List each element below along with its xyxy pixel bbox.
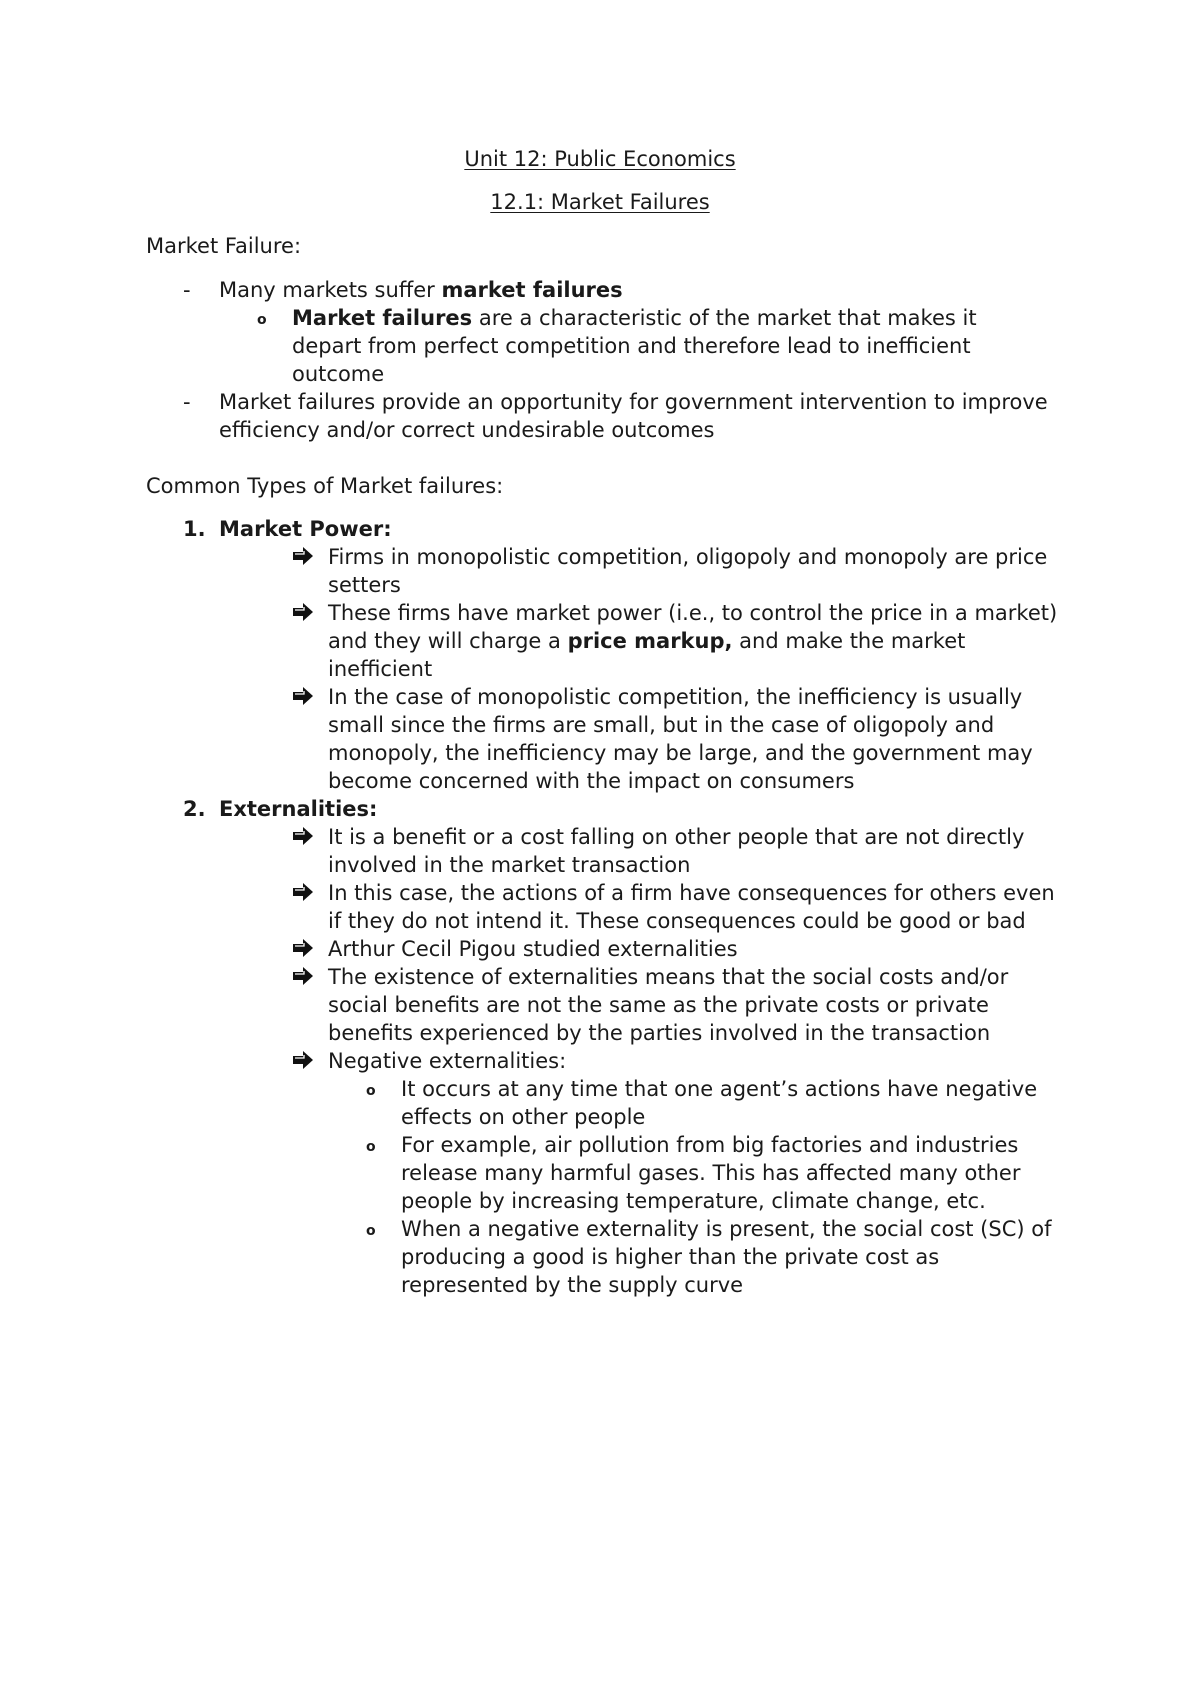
arrow-item-text: In the case of monopolistic competition, the inefficiency is usually small since the firms are small, but in the case of oligopoly and monopoly, the inefficiency may be large, and the government may become concerned with the impact on consumers [328,685,1033,793]
arrow-item [0,543,1200,599]
arrow-item [0,963,1200,1047]
text-run: are a characteristic of the market that makes it depart from perfect competition and therefore lead to inefficient outcome [292,306,977,386]
item-label: Externalities: [219,797,378,821]
text-run: These firms have market power (i.e., to control the price in a market) and they will charge a [328,601,1058,653]
arrow-item-text [328,599,1068,683]
intro-list [0,276,1200,444]
bold-term: Market failures [292,306,473,330]
arrow-item [0,599,1200,683]
page-title: Unit 12: Public Economics [464,147,736,171]
circle-bullet-icon: o [366,1139,376,1155]
sub-list-item-text: For example, air pollution from big factories and industries release many harmful gases. This has affected many other people by increasing temperature, climate change, etc. [401,1133,1021,1213]
right-arrow-icon [292,546,314,566]
arrow-item-text: Firms in monopolistic competition, oligopoly and monopoly are price setters [328,545,1048,597]
bold-term: price markup, [567,629,733,653]
text-run: and make the market inefficient [328,629,966,681]
arrow-item [0,879,1200,935]
item-label: Market Power: [219,517,392,541]
sub-list-item [0,1131,1200,1215]
sub-list-item [0,1075,1200,1131]
arrow-item-text: It is a benefit or a cost falling on other people that are not directly involved in the market transaction [328,825,1025,877]
market-failure-heading: Market Failure: [146,234,302,258]
item-number: 1. [183,517,206,541]
arrow-item [0,935,1200,963]
arrow-item-text: In this case, the actions of a firm have consequences for others even if they do not intend it. These consequences could be good or bad [328,881,1055,933]
sub-list-item-text: When a negative externality is present, the social cost (SC) of producing a good is higher than the private cost as represented by the supply curve [401,1217,1052,1297]
right-arrow-icon [292,602,314,622]
circle-bullet-icon: o [257,312,267,328]
item-number: 2. [183,797,206,821]
circle-bullet-icon: o [366,1223,376,1239]
numbered-item [0,515,1200,543]
list-item-text [292,304,1052,388]
dash-marker: - [183,390,191,414]
text-run: Many markets suffer [219,278,442,302]
types-heading: Common Types of Market failures: [146,474,504,498]
list-item [0,304,1200,388]
circle-bullet-icon: o [366,1083,376,1099]
list-item-text [219,276,1079,304]
right-arrow-icon [292,882,314,902]
arrow-item-text: Arthur Cecil Pigou studied externalities [328,937,738,961]
right-arrow-icon [292,686,314,706]
sub-list-item-text: It occurs at any time that one agent’s actions have negative effects on other people [401,1077,1038,1129]
right-arrow-icon [292,1050,314,1070]
arrow-item [0,823,1200,879]
right-arrow-icon [292,966,314,986]
numbered-item [0,795,1200,823]
sub-list-item [0,1215,1200,1299]
arrow-item-text: The existence of externalities means that the social costs and/or social benefits are not the same as the private costs or private benefits experienced by the parties involved in the transaction [328,965,1009,1045]
arrow-item [0,683,1200,795]
list-item [0,276,1200,304]
list-item-text: Market failures provide an opportunity for government intervention to improve efficiency and/or correct undesirable outcomes [219,390,1048,442]
types-list [0,515,1200,1299]
right-arrow-icon [292,938,314,958]
arrow-item [0,1047,1200,1075]
dash-marker: - [183,278,191,302]
list-item [0,388,1200,444]
arrow-item-text: Negative externalities: [328,1049,567,1073]
section-title: 12.1: Market Failures [490,190,710,214]
bold-term: market failures [441,278,623,302]
right-arrow-icon [292,826,314,846]
